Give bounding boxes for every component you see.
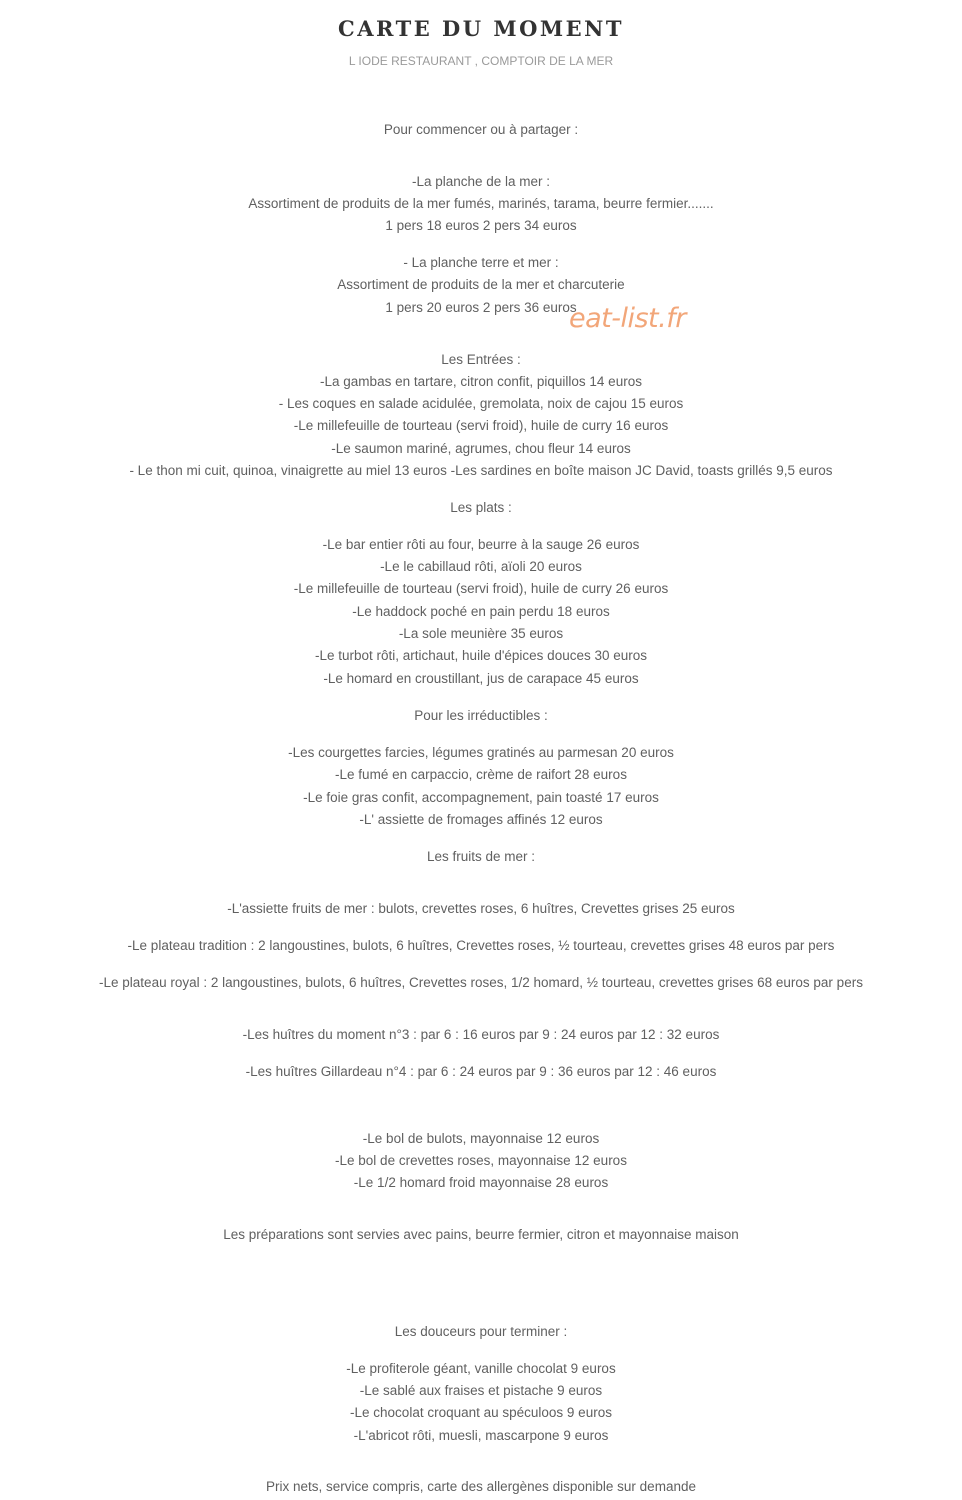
menu-item-irreductible: -Les courgettes farcies, légumes gratinés au parmesan 20 euros	[288, 745, 674, 760]
watermark-text: eat-list.fr	[569, 303, 686, 334]
menu-item-huitres-moment: -Les huîtres du moment n°3 : par 6 : 16 euros par 9 : 24 euros par 12 : 32 euros	[242, 1027, 720, 1042]
section-heading-entrees: Les Entrées :	[441, 352, 521, 367]
menu-item-bol: -Le bol de bulots, mayonnaise 12 euros	[362, 1131, 600, 1146]
menu-item-entree: -La gambas en tartare, citron confit, piquillos 14 euros	[320, 374, 642, 389]
menu-item-irreductible: -Le foie gras confit, accompagnement, pain toasté 17 euros	[303, 790, 659, 805]
section-heading-sharing: Pour commencer ou à partager :	[383, 122, 579, 137]
planche-mer-name: -La planche de la mer :	[411, 174, 551, 189]
preparations-note: Les préparations sont servies avec pains, beurre fermier, citron et mayonnaise maison	[223, 1227, 739, 1242]
menu-item-entree: -Le millefeuille de tourteau (servi froid), huile de curry 16 euros	[293, 418, 669, 433]
menu-item-plat: -Le millefeuille de tourteau (servi froid), huile de curry 26 euros	[293, 581, 669, 596]
page-title: CARTE DU MOMENT	[338, 16, 624, 41]
menu-item-bol: -Le 1/2 homard froid mayonnaise 28 euros	[353, 1175, 609, 1190]
menu-item-plat: -Le le cabillaud rôti, aïoli 20 euros	[380, 559, 582, 574]
menu-item-dessert: -Le profiterole géant, vanille chocolat 9 euros	[346, 1361, 616, 1376]
menu-item-plat: -La sole meunière 35 euros	[398, 626, 564, 641]
menu-item-plateau-royal: -Le plateau royal : 2 langoustines, bulots, 6 huîtres, Crevettes roses, 1/2 homard, ½ tourteau, crevettes grises 68 euros par pers	[99, 975, 863, 990]
menu-item-assiette-fruits-de-mer: -L'assiette fruits de mer : bulots, crevettes roses, 6 huîtres, Crevettes grises 25 euros	[227, 901, 735, 916]
planche-mer-price: 1 pers 18 euros 2 pers 34 euros	[385, 218, 577, 233]
planche-terre-mer-price: 1 pers 20 euros 2 pers 36 euros	[385, 300, 577, 315]
footer-note: Prix nets, service compris, carte des allergènes disponible sur demande	[266, 1479, 696, 1494]
menu-item-irreductible: -L' assiette de fromages affinés 12 euros	[359, 812, 603, 827]
menu-item-entree: - Les coques en salade acidulée, gremolata, noix de cajou 15 euros	[278, 396, 684, 411]
menu-item-dessert: -Le chocolat croquant au spéculoos 9 euros	[350, 1405, 612, 1420]
section-heading-plats: Les plats :	[450, 500, 512, 515]
menu-item-dessert: -L'abricot rôti, muesli, mascarpone 9 euros	[353, 1428, 609, 1443]
menu-item-bol: -Le bol de crevettes roses, mayonnaise 12 euros	[335, 1153, 627, 1168]
menu-item-huitres-gillardeau: -Les huîtres Gillardeau n°4 : par 6 : 24 euros par 9 : 36 euros par 12 : 46 euros	[245, 1064, 717, 1079]
section-heading-fruits-de-mer: Les fruits de mer :	[426, 849, 536, 864]
restaurant-subtitle: L IODE RESTAURANT , COMPTOIR DE LA MER	[348, 54, 614, 68]
menu-item-plat: -Le homard en croustillant, jus de carapace 45 euros	[323, 671, 639, 686]
menu-item-plat: -Le haddock poché en pain perdu 18 euros	[352, 604, 610, 619]
menu-item-plat: -Le bar entier rôti au four, beurre à la sauge 26 euros	[322, 537, 640, 552]
menu-item-entree: -Le saumon mariné, agrumes, chou fleur 14 euros	[331, 441, 631, 456]
planche-terre-mer-name: - La planche terre et mer :	[403, 255, 559, 270]
menu-item-irreductible: -Le fumé en carpaccio, crème de raifort 28 euros	[335, 767, 627, 782]
menu-item-dessert: -Le sablé aux fraises et pistache 9 euros	[359, 1383, 603, 1398]
planche-mer-desc: Assortiment de produits de la mer fumés, marinés, tarama, beurre fermier.......	[248, 196, 714, 211]
planche-terre-mer-desc: Assortiment de produits de la mer et charcuterie	[337, 277, 625, 292]
menu-item-plateau-tradition: -Le plateau tradition : 2 langoustines, bulots, 6 huîtres, Crevettes roses, ½ tourteau, crevettes grises 48 euros par pers	[127, 938, 835, 953]
menu-item-plat: -Le turbot rôti, artichaut, huile d'épices douces 30 euros	[314, 648, 648, 663]
section-heading-desserts: Les douceurs pour terminer :	[394, 1324, 568, 1339]
section-heading-irreductibles: Pour les irréductibles :	[414, 708, 548, 723]
menu-item-entree: - Le thon mi cuit, quinoa, vinaigrette au miel 13 euros -Les sardines en boîte maison JC David, toasts grillés 9,5 euros	[129, 463, 833, 478]
